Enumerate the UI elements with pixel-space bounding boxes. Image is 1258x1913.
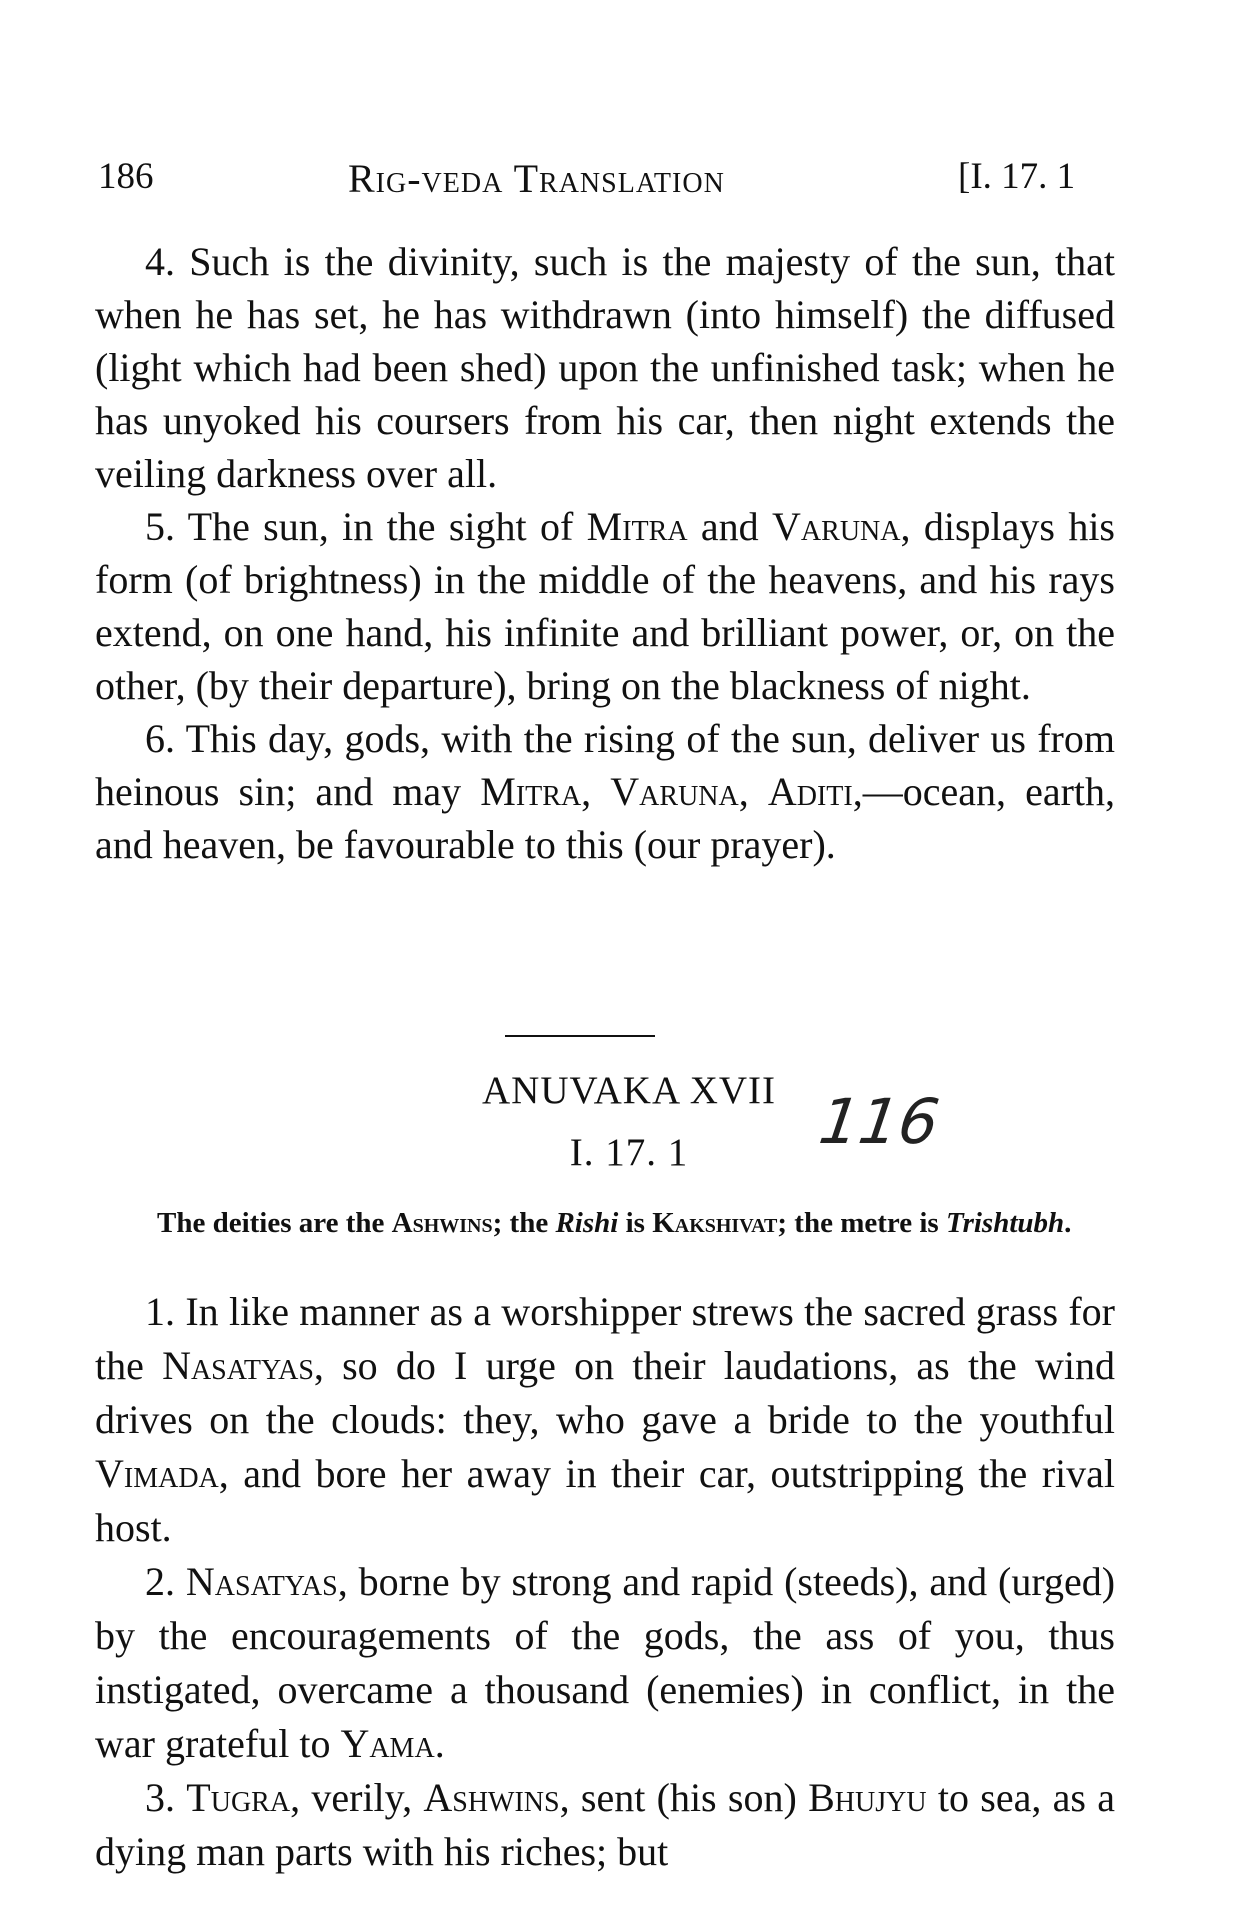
section-heading: ANUVAKA XVII — [481, 1069, 777, 1112]
name-vimada: Vimada — [95, 1451, 219, 1496]
verse-3-text-b: , sent (his son) — [559, 1775, 809, 1820]
name-tugra: Tugra — [186, 1775, 291, 1820]
running-header — [98, 155, 1118, 215]
name-yama: Yama — [340, 1721, 435, 1766]
verse-6-text-b: , — [581, 769, 611, 814]
verse-1-text-b: , so do I urge on their laudations, as the wind drives on the clouds: they, who gave a bride to the youthful — [95, 1343, 1116, 1442]
section-divider — [505, 1035, 655, 1037]
verse-3: 3. Tugra, verily, Ashwins, sent (his son) Bhujyu to sea, as a dying man parts with his riches; but — [95, 1775, 1116, 1874]
name-bhujyu: Bhujyu — [808, 1775, 927, 1820]
verse-6-text-a: 6. This day, gods, with the rising of the sun, deliver us from heinous sin; and may — [95, 716, 1115, 814]
meta-text-e: . — [1064, 1207, 1072, 1239]
rishi-label: Rishi — [555, 1207, 619, 1239]
verse-6-text-d: ,—ocean, earth, and heaven, be favourable to this (our prayer). — [95, 769, 1116, 867]
meta-text-b: ; the — [492, 1207, 556, 1239]
meta-text-d: ; the metre is — [777, 1207, 946, 1239]
name-aditi: Aditi — [767, 769, 853, 814]
verse-4: 4. Such is the divinity, such is the majesty of the sun, that when he has set, he has withdrawn (into himself) the diffused (light which had been shed) upon the unfinished task; when he has unyoked his coursers from his car, then night extends the veiling darkness over all. — [95, 239, 1115, 496]
name-ashwins: Ashwins — [391, 1207, 493, 1239]
verse-5-text-b: and — [687, 504, 773, 549]
hymn-metadata — [95, 1203, 1115, 1243]
section-reference: [I. 17. 1 — [958, 156, 1076, 197]
name-ashwins: Ashwins — [423, 1775, 560, 1820]
metre-name: Trishtubh — [945, 1207, 1065, 1239]
name-nasatyas: Nasatyas — [185, 1559, 338, 1604]
verse-2: 2. Nasatyas, borne by strong and rapid (steeds), and (urged) by the encouragements of the gods, the ass of you, thus instigated, overcame a thousand (enemies) in conflict, in the war grateful to Yama. — [95, 1559, 1116, 1766]
name-mitra: Mitra — [480, 769, 582, 814]
page-number: 186 — [98, 156, 154, 197]
handwritten-annotation: 116 — [814, 1085, 944, 1158]
verse-5-text-c: , displays his form (of brightness) in the middle of the heavens, and his rays extend, on one hand, his infinite and brilliant power, or, on the other, (by their departure), bring on the blackness of night. — [95, 504, 1115, 708]
name-varuna: Varuna — [772, 504, 901, 549]
verse-1 — [95, 1285, 1115, 1555]
verse-block-top — [95, 235, 1115, 871]
name-nasatyas: Nasatyas — [162, 1343, 314, 1388]
verse-5 — [95, 500, 1115, 712]
running-title: Rig-veda Translation — [348, 156, 725, 201]
verse-1-text-c: , and bore her away in their car, outstripping the rival host. — [95, 1451, 1115, 1550]
verse-6 — [95, 712, 1115, 871]
verse-6-text-c: , — [738, 769, 768, 814]
verse-1-text-a: 1. In like manner as a worshipper strews the sacred grass for the — [95, 1289, 1115, 1388]
name-kakshivat: Kakshivat — [652, 1207, 778, 1239]
meta-text-c: is — [618, 1207, 653, 1239]
name-mitra: Mitra — [586, 504, 688, 549]
verse-2-text-a: , borne by strong and rapid (steeds), and (urged) by the encouragements of the gods, the ass of you, thus instigated, overcame a thousand (enemies) in conflict, in the war grateful to — [95, 1559, 1116, 1766]
verse-3-text-a: , verily, — [290, 1775, 424, 1820]
verse-block-bottom — [95, 1285, 1115, 1879]
section-subheading: I. 17. 1 — [569, 1131, 689, 1174]
verse-2-text-b: . — [434, 1721, 445, 1766]
meta-text-a: The deities are the — [157, 1207, 392, 1239]
verse-5-text-a: 5. The sun, in the sight of — [145, 504, 587, 549]
name-varuna: Varuna — [610, 769, 739, 814]
verse-3-text-c: to sea, as a dying man parts with his riches; but — [95, 1775, 1116, 1874]
